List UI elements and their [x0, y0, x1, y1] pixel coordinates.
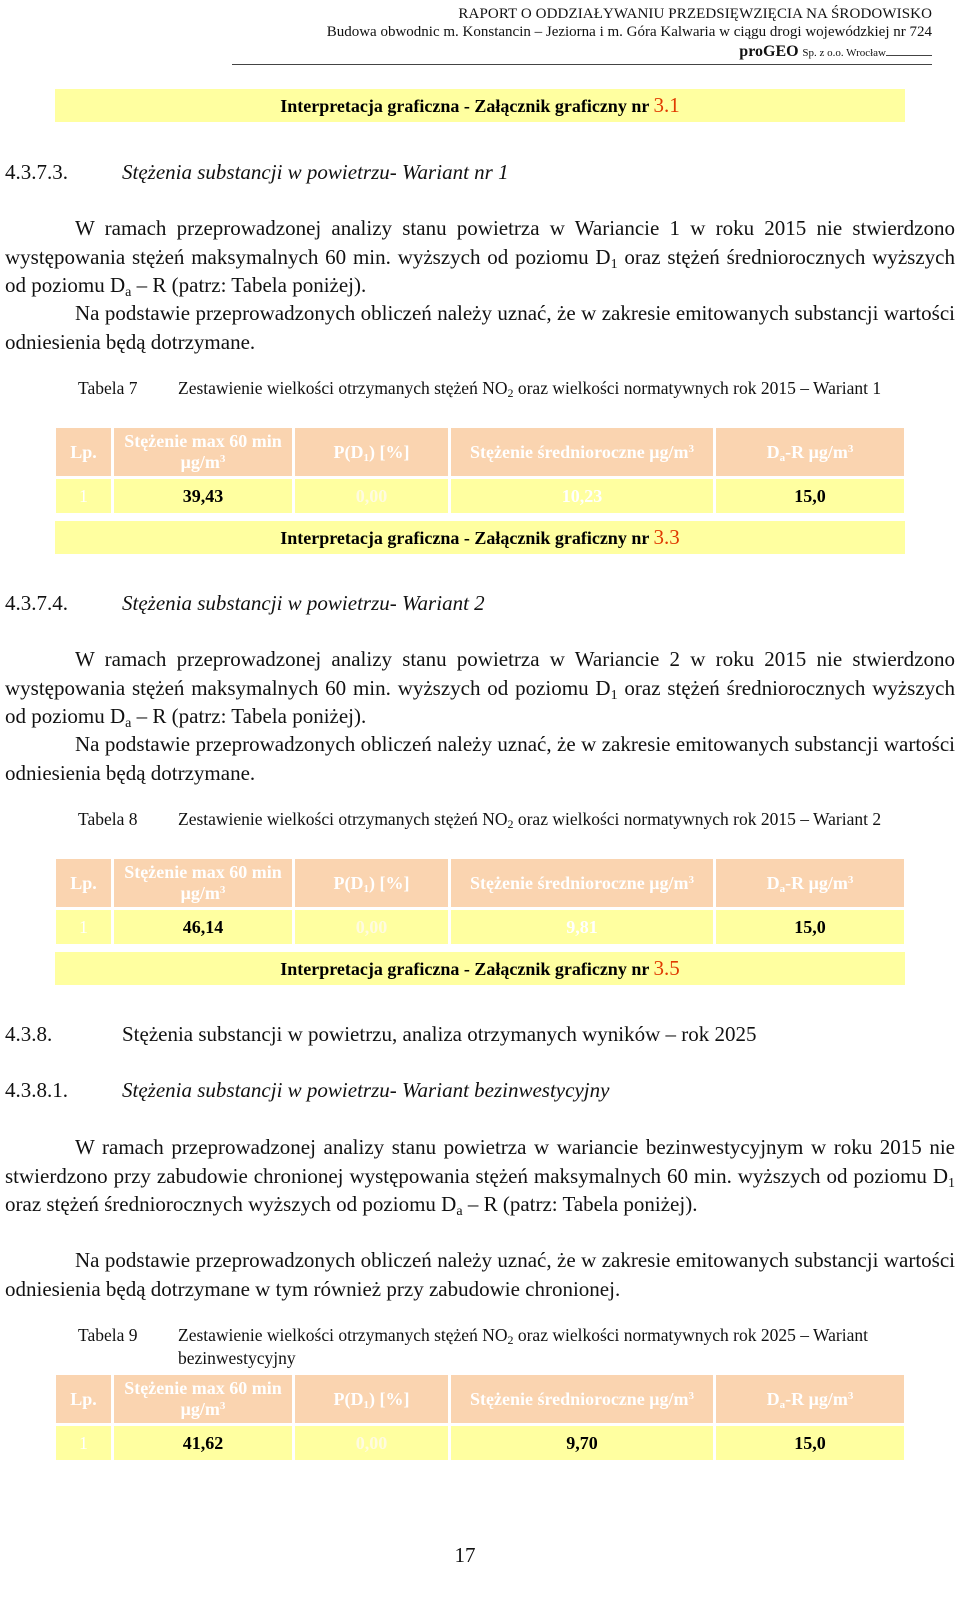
- page-header: [232, 5, 932, 65]
- paragraph-variant-2-analysis: W ramach przeprowadzonej analizy stanu powietrza w Wariancie 2 w roku 2015 nie stwierdzono występowania stężeń maksymalnych 60 min. wyższych od poziomu $D_1$ oraz stężeń średniorocznych wyższych od poziomu $D_a$ – R (patrz: Tabela poniżej).: [5, 647, 955, 731]
- col-max-60min: Stężenie max 60 $\min \mu g/m^3$: [114, 859, 292, 907]
- table-label: Tabela 7: [78, 378, 138, 398]
- cell-da-r: 15,0: [716, 1426, 904, 1460]
- section-title: Stężenia substancji w powietrzu- Wariant nr 1: [122, 160, 509, 184]
- cell-max: 39,43: [114, 479, 292, 513]
- cell-avg: 9,81: [451, 910, 713, 944]
- table-label: Tabela 8: [78, 809, 138, 829]
- table-row: [56, 1426, 904, 1460]
- col-da-r: $D_a-R$ $\mu g/m^3$: [716, 428, 904, 476]
- section-title: Stężenia substancji w powietrzu, analiza otrzymanych wyników – rok 2025: [122, 1022, 757, 1046]
- col-max-60min: Stężenie max 60 $\min \mu g/m^3$: [114, 428, 292, 476]
- paragraph-variant-1-analysis: W ramach przeprowadzonej analizy stanu powietrza w Wariancie 1 w roku 2015 nie stwierdzono występowania stężeń maksymalnych 60 min. wyższych od poziomu $D_1$ oraz stężeń średniorocznych wyższych od poziomu $D_a$ – R (patrz: Tabela poniżej).: [5, 216, 955, 300]
- col-annual-avg: Stężenie średnioroczne $\mu g/m^3$: [451, 1375, 713, 1423]
- table-row: [56, 910, 904, 944]
- table-label: Tabela 9: [78, 1325, 138, 1345]
- table-8-caption: Tabela 8 Zestawienie wielkości otrzymanych stężeń $NO_2$ oraz wielkości normatywnych rok 2015 – Wariant 2: [78, 809, 882, 831]
- table-9-caption: Tabela 9 Zestawienie wielkości otrzymanych stężeń $NO_2$ oraz wielkości normatywnych rok 2025 – Wariant bezinwestycyjny: [78, 1325, 868, 1368]
- cell-da-r: 15,0: [716, 479, 904, 513]
- col-lp: Lp.: [56, 428, 111, 476]
- section-number: 4.3.8.1.: [5, 1078, 68, 1102]
- report-title: RAPORT O ODDZIAŁYWANIU PRZEDSIĘWZIĘCIA NA ŚRODOWISKO: [458, 6, 932, 22]
- graphic-annex-banner-3-5: Interpretacja graficzna - Załącznik graficzny nr 3.5: [55, 952, 905, 985]
- company-suffix: Sp. z o.o. Wrocław: [802, 47, 886, 59]
- section-heading-2025: [5, 1021, 757, 1047]
- banner-annex-number: 3.5: [653, 956, 680, 980]
- cell-p: 0,00: [295, 1426, 448, 1460]
- table-8: [53, 856, 907, 947]
- section-heading-no-investment: [5, 1077, 609, 1103]
- col-p-d1: $P(D_1)$ [%]: [295, 859, 448, 907]
- cell-max: 41,62: [114, 1426, 292, 1460]
- section-heading-variant-1: [5, 159, 509, 185]
- col-annual-avg: Stężenie średnioroczne $\mu g/m^3$: [451, 859, 713, 907]
- table-9: [53, 1372, 907, 1463]
- company-line: [232, 42, 932, 65]
- col-lp: Lp.: [56, 1375, 111, 1423]
- banner-annex-number: 3.1: [653, 93, 680, 117]
- banner-annex-number: 3.3: [653, 525, 680, 549]
- project-title: Budowa obwodnic m. Konstancin – Jeziorna i m. Góra Kalwaria w ciągu drogi wojewódzkiej nr 724: [326, 24, 932, 40]
- section-title: Stężenia substancji w powietrzu- Wariant 2: [122, 591, 485, 615]
- paragraph-variant-2-conclusion: Na podstawie przeprowadzonych obliczeń należy uznać, że w zakresie emitowanych substancji wartości odniesienia będą dotrzymane.: [5, 732, 955, 785]
- table-header-row: [56, 1375, 904, 1423]
- section-number: 4.3.7.3.: [5, 160, 68, 184]
- cell-p: 0,00: [295, 910, 448, 944]
- section-heading-variant-2: [5, 590, 485, 616]
- col-max-60min: Stężenie max 60 $\min \mu g/m^3$: [114, 1375, 292, 1423]
- company-name: proGEO: [739, 43, 799, 60]
- section-number: 4.3.7.4.: [5, 591, 68, 615]
- col-lp: Lp.: [56, 859, 111, 907]
- paragraph-variant-1-conclusion: Na podstawie przeprowadzonych obliczeń należy uznać, że w zakresie emitowanych substancji wartości odniesienia będą dotrzymane.: [5, 301, 955, 354]
- col-da-r: $D_a-R$ $\mu g/m^3$: [716, 1375, 904, 1423]
- cell-da-r: 15,0: [716, 910, 904, 944]
- table-7-caption: Tabela 7 Zestawienie wielkości otrzymanych stężeń $NO_2$ oraz wielkości normatywnych rok 2015 – Wariant 1: [78, 378, 882, 400]
- paragraph-no-investment-conclusion: Na podstawie przeprowadzonych obliczeń należy uznać, że w zakresie emitowanych substancji wartości odniesienia będą dotrzymane w tym również przy zabudowie chronionej.: [5, 1248, 955, 1301]
- graphic-annex-banner-top: [55, 89, 905, 122]
- table-header-row: [56, 859, 904, 907]
- banner-text: Interpretacja graficzna - Załącznik graficzny nr: [280, 96, 649, 116]
- graphic-annex-banner-3-3: Interpretacja graficzna - Załącznik graficzny nr 3.3: [55, 521, 905, 554]
- table-row: [56, 479, 904, 513]
- section-title: Stężenia substancji w powietrzu- Wariant bezinwestycyjny: [122, 1078, 610, 1102]
- cell-lp: 1: [56, 910, 111, 944]
- section-number: 4.3.8.: [5, 1022, 53, 1046]
- col-annual-avg: Stężenie średnioroczne $\mu g/m^3$: [451, 428, 713, 476]
- col-p-d1: $P(D_1)$ [%]: [295, 1375, 448, 1423]
- cell-avg: 9,70: [451, 1426, 713, 1460]
- col-p-d1: $P(D_1)$ [%]: [295, 428, 448, 476]
- cell-lp: 1: [56, 479, 111, 513]
- cell-max: 46,14: [114, 910, 292, 944]
- table-7: [53, 425, 907, 516]
- page-number: 17: [454, 1543, 476, 1567]
- cell-p: 0,00: [295, 479, 448, 513]
- table-header-row: [56, 428, 904, 476]
- cell-lp: 1: [56, 1426, 111, 1460]
- col-da-r: $D_a-R$ $\mu g/m^3$: [716, 859, 904, 907]
- paragraph-no-investment-analysis: W ramach przeprowadzonej analizy stanu powietrza w wariancie bezinwestycyjnym w roku 2015 nie stwierdzono przy zabudowie chronionej występowania stężeń maksymalnych 60 min. wyższych od poziomu $D_1$ oraz stężeń średniorocznych wyższych od poziomu $D_a$ – R (patrz: Tabela poniżej).: [5, 1135, 955, 1219]
- cell-avg: 10,23: [451, 479, 713, 513]
